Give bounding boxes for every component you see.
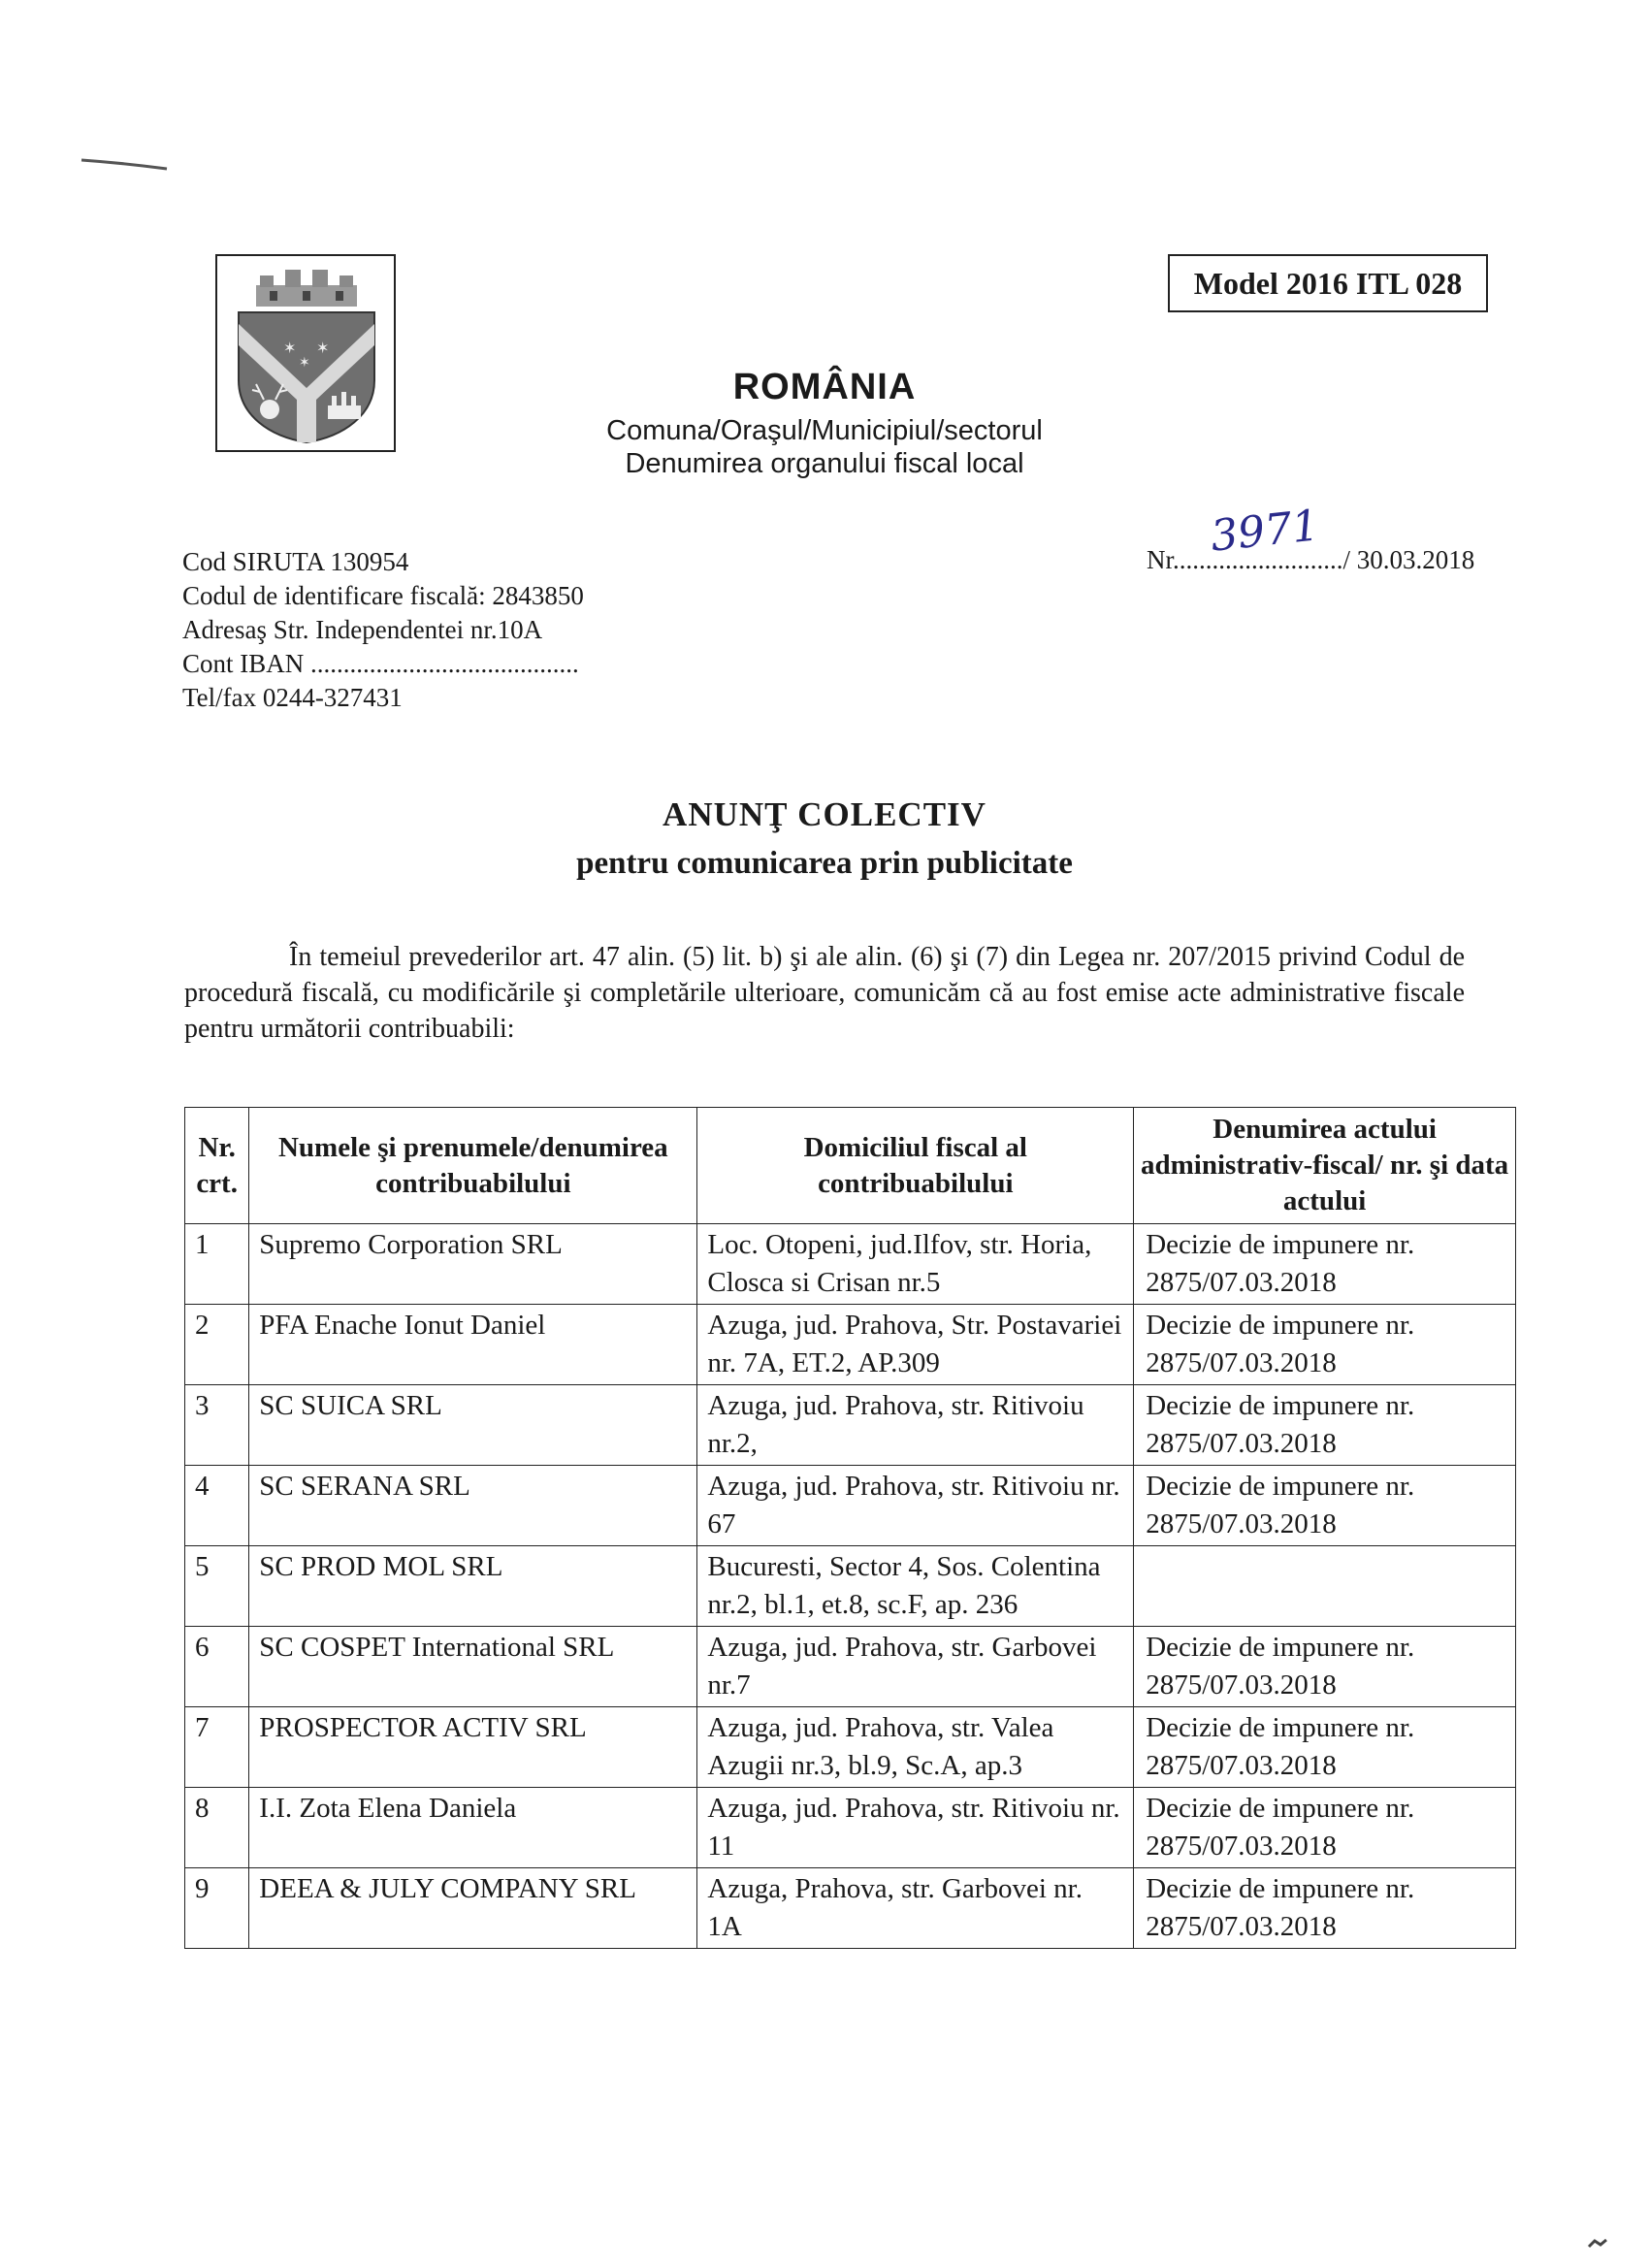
taxpayer-name-cell: SC PROD MOL SRL bbox=[249, 1546, 697, 1627]
fiscal-act-cell: Decizie de impunere nr. 2875/07.03.2018 bbox=[1134, 1466, 1516, 1546]
svg-text:✶: ✶ bbox=[316, 339, 330, 357]
fiscal-act-cell: Decizie de impunere nr. 2875/07.03.2018 bbox=[1134, 1385, 1516, 1466]
issuer-info bbox=[182, 545, 584, 715]
address: Adresaş Str. Independentei nr.10A bbox=[182, 615, 543, 644]
model-code-box: Model 2016 ITL 028 bbox=[1168, 254, 1488, 312]
fiscal-address-cell: Loc. Otopeni, jud.Ilfov, str. Horia, Closca si Crisan nr.5 bbox=[697, 1224, 1134, 1305]
administrative-unit: Comuna/Oraşul/Municipiul/sectorul bbox=[606, 415, 1043, 446]
header-name: Numele şi prenumele/denumirea contribuabilului bbox=[249, 1108, 697, 1224]
taxpayer-name-cell: SC SERANA SRL bbox=[249, 1466, 697, 1546]
row-number-cell: 8 bbox=[185, 1788, 249, 1868]
fiscal-act-cell bbox=[1134, 1546, 1516, 1627]
document-title: ANUNŢ COLECTIV bbox=[663, 795, 986, 833]
fiscal-address-cell: Azuga, jud. Prahova, str. Ritivoiu nr. 11 bbox=[697, 1788, 1134, 1868]
taxpayer-name-cell: I.I. Zota Elena Daniela bbox=[249, 1788, 697, 1868]
fiscal-act-cell: Decizie de impunere nr. 2875/07.03.2018 bbox=[1134, 1868, 1516, 1949]
table-row bbox=[185, 1466, 1516, 1546]
taxpayer-name-cell: SC COSPET International SRL bbox=[249, 1627, 697, 1707]
taxpayer-name-cell: PROSPECTOR ACTIV SRL bbox=[249, 1707, 697, 1788]
fiscal-id: Codul de identificare fiscală: 2843850 bbox=[182, 581, 584, 610]
taxpayer-name-cell: SC SUICA SRL bbox=[249, 1385, 697, 1466]
fiscal-act-cell: Decizie de impunere nr. 2875/07.03.2018 bbox=[1134, 1707, 1516, 1788]
header-address: Domiciliul fiscal al contribuabilului bbox=[697, 1108, 1134, 1224]
fiscal-organ: Denumirea organului fiscal local bbox=[625, 448, 1024, 479]
fiscal-act-cell: Decizie de impunere nr. 2875/07.03.2018 bbox=[1134, 1788, 1516, 1868]
intro-paragraph bbox=[184, 939, 1465, 1047]
registration-prefix: Nr. bbox=[1147, 545, 1180, 574]
iban: Cont IBAN ......................................... bbox=[182, 649, 579, 678]
table-row bbox=[185, 1627, 1516, 1707]
scan-corner-mark bbox=[1587, 2237, 1608, 2251]
fiscal-address-cell: Azuga, jud. Prahova, str. Garbovei nr.7 bbox=[697, 1627, 1134, 1707]
phone-fax: Tel/fax 0244-327431 bbox=[182, 683, 403, 712]
siruta-code: Cod SIRUTA 130954 bbox=[182, 547, 409, 576]
registration-date: ........................./ 30.03.2018 bbox=[1179, 545, 1475, 574]
registration-number bbox=[1147, 545, 1474, 575]
row-number-cell: 6 bbox=[185, 1627, 249, 1707]
fiscal-address-cell: Azuga, Prahova, str. Garbovei nr. 1A bbox=[697, 1868, 1134, 1949]
intro-text: În temeiul prevederilor art. 47 alin. (5) lit. b) şi ale alin. (6) şi (7) din Legea nr. 207/2015 privind Codul de procedură fiscală, cu modificările şi completările ulterioare, comunicăm că au fost emise acte administrative fiscale pentru următorii contribuabili: bbox=[184, 942, 1465, 1044]
document-subtitle: pentru comunicarea prin publicitate bbox=[576, 846, 1073, 881]
scan-mark bbox=[80, 157, 169, 171]
fiscal-address-cell: Azuga, jud. Prahova, Str. Postavariei nr. 7A, ET.2, AP.309 bbox=[697, 1305, 1134, 1385]
taxpayer-name-cell: DEEA & JULY COMPANY SRL bbox=[249, 1868, 697, 1949]
row-number-cell: 9 bbox=[185, 1868, 249, 1949]
svg-text:✶: ✶ bbox=[299, 355, 310, 371]
fiscal-address-cell: Azuga, jud. Prahova, str. Ritivoiu nr. 67 bbox=[697, 1466, 1134, 1546]
header-nr: Nr. crt. bbox=[185, 1108, 249, 1224]
country-heading: ROMÂNIA bbox=[732, 367, 917, 407]
row-number-cell: 2 bbox=[185, 1305, 249, 1385]
row-number-cell: 5 bbox=[185, 1546, 249, 1627]
row-number-cell: 7 bbox=[185, 1707, 249, 1788]
row-number-cell: 4 bbox=[185, 1466, 249, 1546]
table-header-row bbox=[185, 1108, 1516, 1224]
fiscal-act-cell: Decizie de impunere nr. 2875/07.03.2018 bbox=[1134, 1305, 1516, 1385]
taxpayers-table bbox=[184, 1107, 1516, 1949]
fiscal-act-cell: Decizie de impunere nr. 2875/07.03.2018 bbox=[1134, 1224, 1516, 1305]
fiscal-act-cell: Decizie de impunere nr. 2875/07.03.2018 bbox=[1134, 1627, 1516, 1707]
table-row bbox=[185, 1868, 1516, 1949]
table-row bbox=[185, 1385, 1516, 1466]
table-row bbox=[185, 1788, 1516, 1868]
row-number-cell: 3 bbox=[185, 1385, 249, 1466]
fiscal-address-cell: Bucuresti, Sector 4, Sos. Colentina nr.2, bl.1, et.8, sc.F, ap. 236 bbox=[697, 1546, 1134, 1627]
fiscal-address-cell: Azuga, jud. Prahova, str. Ritivoiu nr.2, bbox=[697, 1385, 1134, 1466]
header-act: Denumirea actului administrativ-fiscal/ nr. şi data actului bbox=[1134, 1108, 1516, 1224]
fiscal-address-cell: Azuga, jud. Prahova, str. Valea Azugii nr.3, bl.9, Sc.A, ap.3 bbox=[697, 1707, 1134, 1788]
table-row bbox=[185, 1305, 1516, 1385]
table-row bbox=[185, 1707, 1516, 1788]
svg-text:✶: ✶ bbox=[283, 339, 297, 357]
row-number-cell: 1 bbox=[185, 1224, 249, 1305]
taxpayer-name-cell: PFA Enache Ionut Daniel bbox=[249, 1305, 697, 1385]
table-row bbox=[185, 1224, 1516, 1305]
taxpayer-name-cell: Supremo Corporation SRL bbox=[249, 1224, 697, 1305]
table-row bbox=[185, 1546, 1516, 1627]
handwritten-number: 3971 bbox=[1208, 501, 1322, 562]
